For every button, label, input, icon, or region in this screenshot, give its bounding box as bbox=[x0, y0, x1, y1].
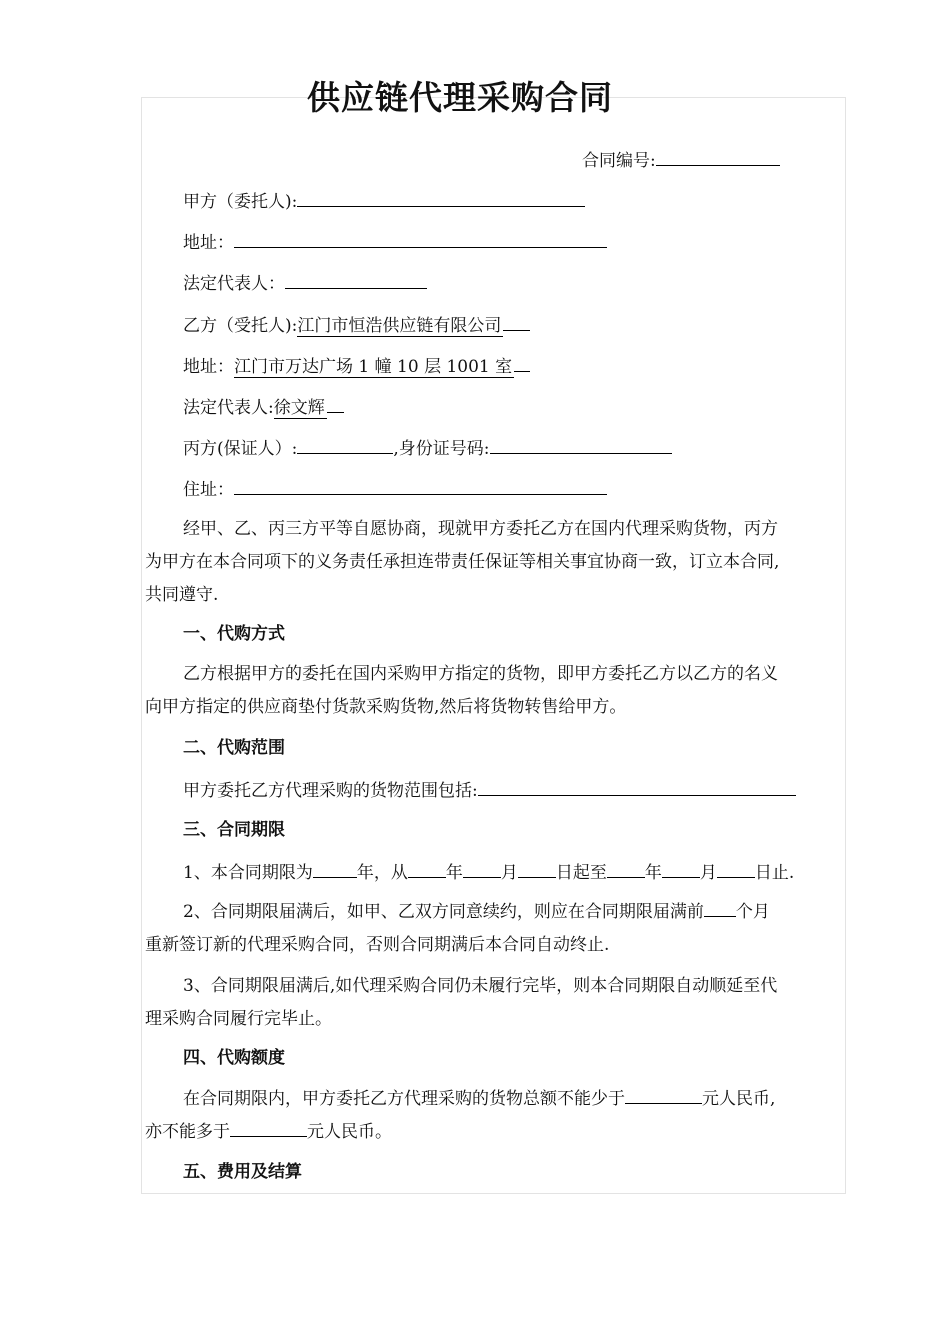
preamble-line: 为甲方在本合同项下的义务责任承担连带责任保证等相关事宜协商一致，订立本合同, bbox=[145, 552, 780, 572]
preamble-paragraph bbox=[145, 513, 850, 612]
section-3-extension-paragraph bbox=[145, 970, 850, 1036]
maximum-amount-blank[interactable] bbox=[230, 1118, 307, 1137]
extension-line: 理采购合同履行完毕止。 bbox=[145, 1009, 332, 1029]
contract-number-row bbox=[582, 147, 780, 173]
section-1-paragraph bbox=[145, 658, 850, 724]
section-1-line: 乙方根据甲方的委托在国内采购甲方指定的货物，即甲方委托乙方以乙方的名义 bbox=[183, 664, 778, 684]
party-a-rep-blank[interactable] bbox=[285, 270, 427, 289]
quota-line bbox=[145, 1083, 850, 1116]
party-b-address-label: 地址： bbox=[183, 357, 234, 377]
contract-number-label: 合同编号: bbox=[582, 151, 656, 171]
term-text: 月 bbox=[699, 863, 717, 883]
party-b-address-row bbox=[183, 353, 530, 379]
renewal-months-blank[interactable] bbox=[704, 898, 736, 917]
term-text: 日止. bbox=[754, 863, 795, 883]
term-text: 年 bbox=[644, 863, 662, 883]
renewal-line bbox=[145, 896, 850, 929]
section-2-scope-label: 甲方委托乙方代理采购的货物范围包括: bbox=[183, 781, 478, 801]
section-3-renewal-paragraph bbox=[145, 896, 850, 962]
quota-text: 在合同期限内，甲方委托乙方代理采购的货物总额不能少于 bbox=[183, 1089, 625, 1109]
term-text: 年，从 bbox=[356, 863, 408, 883]
party-b-name-tail bbox=[503, 312, 530, 331]
renewal-text: 个月 bbox=[735, 902, 770, 922]
goods-scope-blank[interactable] bbox=[478, 777, 796, 796]
party-c-name-blank[interactable] bbox=[297, 435, 393, 454]
party-b-label: 乙方（受托人): bbox=[183, 316, 298, 336]
quota-text: 元人民币, bbox=[702, 1089, 776, 1109]
section-3-title: 三、合同期限 bbox=[183, 820, 285, 840]
quota-text: 元人民币。 bbox=[307, 1122, 392, 1142]
renewal-text: 2、合同期限届满后，如甲、乙双方同意续约，则应在合同期限届满前 bbox=[183, 902, 704, 922]
start-month-blank[interactable] bbox=[463, 859, 501, 878]
party-c-id-label: ,身份证号码: bbox=[393, 439, 490, 459]
party-b-address: 江门市万达广场 1 幢 10 层 1001 室 bbox=[234, 357, 513, 377]
party-b-row bbox=[183, 312, 530, 338]
party-b-rep-tail bbox=[327, 394, 344, 413]
party-c-row bbox=[183, 435, 672, 461]
start-year-blank[interactable] bbox=[408, 859, 446, 878]
party-a-rep-row bbox=[183, 270, 427, 296]
quota-text: 亦不能多于 bbox=[145, 1122, 230, 1142]
term-text: 日起至 bbox=[555, 863, 607, 883]
start-day-blank[interactable] bbox=[518, 859, 556, 878]
end-year-blank[interactable] bbox=[607, 859, 645, 878]
party-a-row bbox=[183, 188, 585, 214]
section-3-term-row bbox=[183, 859, 794, 885]
section-4-title: 四、代购额度 bbox=[183, 1048, 285, 1068]
party-c-id-blank[interactable] bbox=[490, 435, 672, 454]
party-b-rep: 徐文辉 bbox=[273, 398, 325, 418]
party-c-address-blank[interactable] bbox=[234, 476, 607, 495]
party-b-address-tail bbox=[514, 353, 530, 372]
party-a-address-blank[interactable] bbox=[234, 229, 607, 248]
term-years-blank[interactable] bbox=[313, 859, 357, 878]
term-text: 月 bbox=[500, 863, 518, 883]
preamble-line: 经甲、乙、丙三方平等自愿协商，现就甲方委托乙方在国内代理采购货物，丙方 bbox=[183, 519, 778, 539]
party-c-label: 丙方(保证人）: bbox=[183, 439, 298, 459]
renewal-line: 重新签订新的代理采购合同，否则合同期满后本合同自动终止. bbox=[145, 935, 610, 955]
party-a-label: 甲方（委托人): bbox=[183, 192, 298, 212]
party-b-rep-row bbox=[183, 394, 344, 420]
preamble-line: 共同遵守. bbox=[145, 585, 219, 605]
section-2-scope-row bbox=[183, 777, 796, 803]
section-4-paragraph bbox=[145, 1083, 850, 1149]
party-c-address-row bbox=[183, 476, 607, 502]
extension-line: 3、合同期限届满后,如代理采购合同仍未履行完毕，则本合同期限自动顺延至代 bbox=[183, 976, 778, 996]
contract-number-blank[interactable] bbox=[656, 147, 780, 166]
party-a-address-row bbox=[183, 229, 607, 255]
term-text: 年 bbox=[445, 863, 463, 883]
section-5-title: 五、费用及结算 bbox=[183, 1162, 302, 1182]
document-title: 供应链代理采购合同 bbox=[307, 78, 613, 117]
party-a-rep-label: 法定代表人： bbox=[183, 274, 285, 294]
party-b-name: 江门市恒浩供应链有限公司 bbox=[297, 316, 502, 336]
end-day-blank[interactable] bbox=[717, 859, 755, 878]
party-a-blank[interactable] bbox=[297, 188, 585, 207]
section-1-line: 向甲方指定的供应商垫付货款采购货物,然后将货物转售给甲方。 bbox=[145, 697, 627, 717]
end-month-blank[interactable] bbox=[662, 859, 700, 878]
term-text: 1、本合同期限为 bbox=[183, 863, 313, 883]
section-1-title: 一、代购方式 bbox=[183, 624, 285, 644]
party-b-rep-label: 法定代表人: bbox=[183, 398, 274, 418]
party-c-address-label: 住址： bbox=[183, 480, 234, 500]
minimum-amount-blank[interactable] bbox=[625, 1085, 702, 1104]
party-a-address-label: 地址： bbox=[183, 233, 234, 253]
section-2-title: 二、代购范围 bbox=[183, 738, 285, 758]
quota-line bbox=[145, 1116, 850, 1149]
